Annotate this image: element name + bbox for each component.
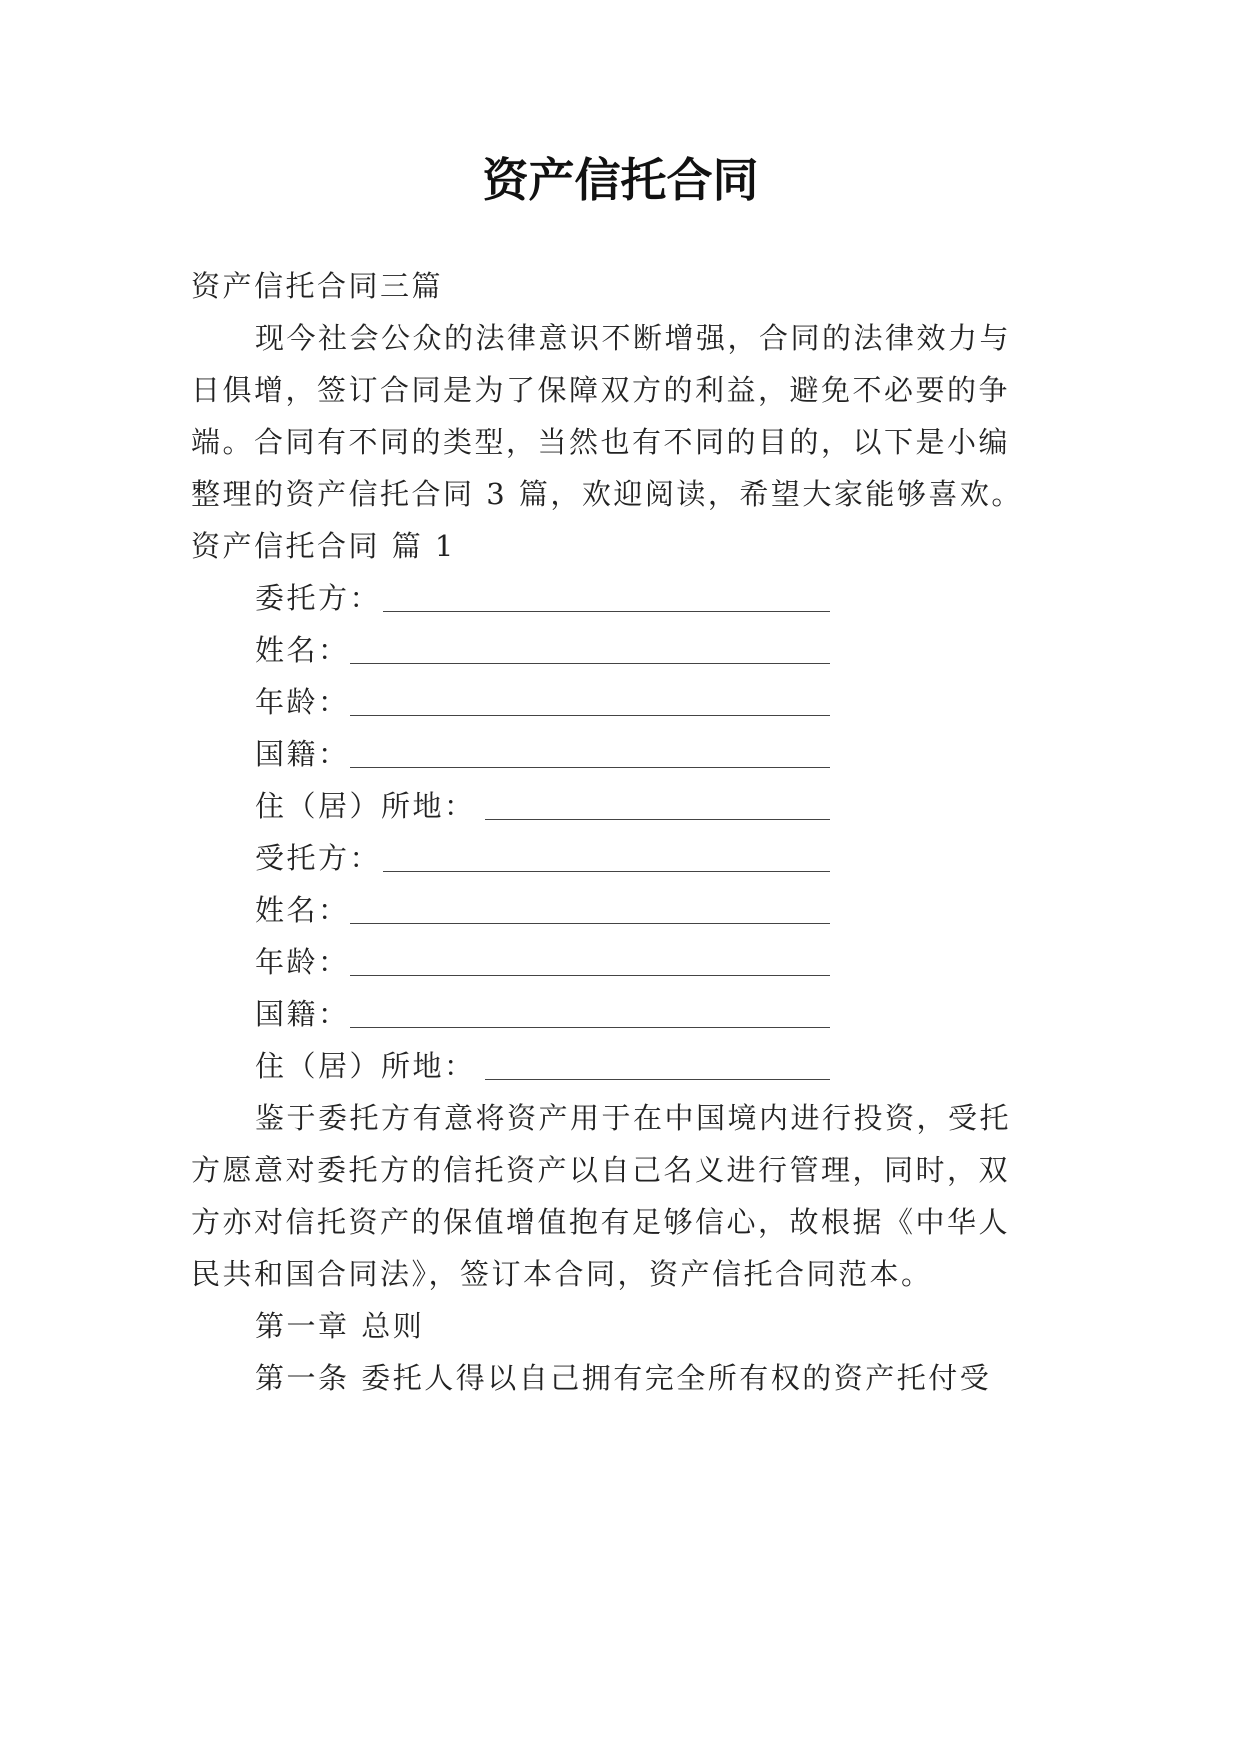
preamble-line-4: 民共和国合同法》，签订本合同，资产信托合同范本。 xyxy=(191,1257,933,1291)
field-label: 年龄： xyxy=(255,945,350,979)
preamble-line-2: 方愿意对委托方的信托资产以自己名义进行管理，同时，双 xyxy=(191,1153,1011,1187)
fill-blank-line xyxy=(350,663,830,664)
field-client-name xyxy=(255,630,350,670)
field-client-age xyxy=(255,682,350,722)
field-trustee-residence xyxy=(255,1046,476,1086)
fill-blank-line xyxy=(350,975,830,976)
fill-blank-line xyxy=(350,1027,830,1028)
document-subtitle: 资产信托合同三篇 xyxy=(191,269,444,303)
field-label: 受托方： xyxy=(255,841,382,875)
fill-blank-line xyxy=(383,611,830,612)
field-label: 住（居）所地： xyxy=(255,789,476,823)
preamble-line-3: 方亦对信托资产的保值增值抱有足够信心，故根据《中华人 xyxy=(191,1205,1011,1239)
section-heading: 资产信托合同 篇 1 xyxy=(191,529,456,563)
field-client-nationality xyxy=(255,734,350,774)
field-label: 姓名： xyxy=(255,633,350,667)
fill-blank-line xyxy=(485,819,830,820)
document-title: 资产信托合同 xyxy=(482,153,759,207)
field-label: 国籍： xyxy=(255,997,350,1031)
intro-line-2: 日俱增，签订合同是为了保障双方的利益，避免不必要的争 xyxy=(191,373,1011,407)
field-label: 年龄： xyxy=(255,685,350,719)
intro-line-4: 整理的资产信托合同 3 篇，欢迎阅读，希望大家能够喜欢。 xyxy=(191,477,1023,511)
field-label: 姓名： xyxy=(255,893,350,927)
fill-blank-line xyxy=(350,923,830,924)
field-trustee-nationality xyxy=(255,994,350,1034)
preamble-line-1: 鉴于委托方有意将资产用于在中国境内进行投资，受托 xyxy=(255,1101,1012,1135)
field-trustee-name xyxy=(255,890,350,930)
field-trustee-age xyxy=(255,942,350,982)
chapter-heading: 第一章 总则 xyxy=(255,1309,425,1343)
fill-blank-line xyxy=(350,715,830,716)
intro-line-1: 现今社会公众的法律意识不断增强，合同的法律效力与 xyxy=(255,321,1012,355)
fill-blank-line xyxy=(350,767,830,768)
field-trustee xyxy=(255,838,381,878)
field-label: 委托方： xyxy=(255,581,382,615)
field-label: 住（居）所地： xyxy=(255,1049,476,1083)
field-label: 国籍： xyxy=(255,737,350,771)
fill-blank-line xyxy=(383,871,830,872)
article-1: 第一条 委托人得以自己拥有完全所有权的资产托付受 xyxy=(255,1361,992,1395)
fill-blank-line xyxy=(485,1079,830,1080)
field-client xyxy=(255,578,381,618)
intro-line-3: 端。合同有不同的类型，当然也有不同的目的，以下是小编 xyxy=(191,425,1011,459)
field-client-residence xyxy=(255,786,476,826)
